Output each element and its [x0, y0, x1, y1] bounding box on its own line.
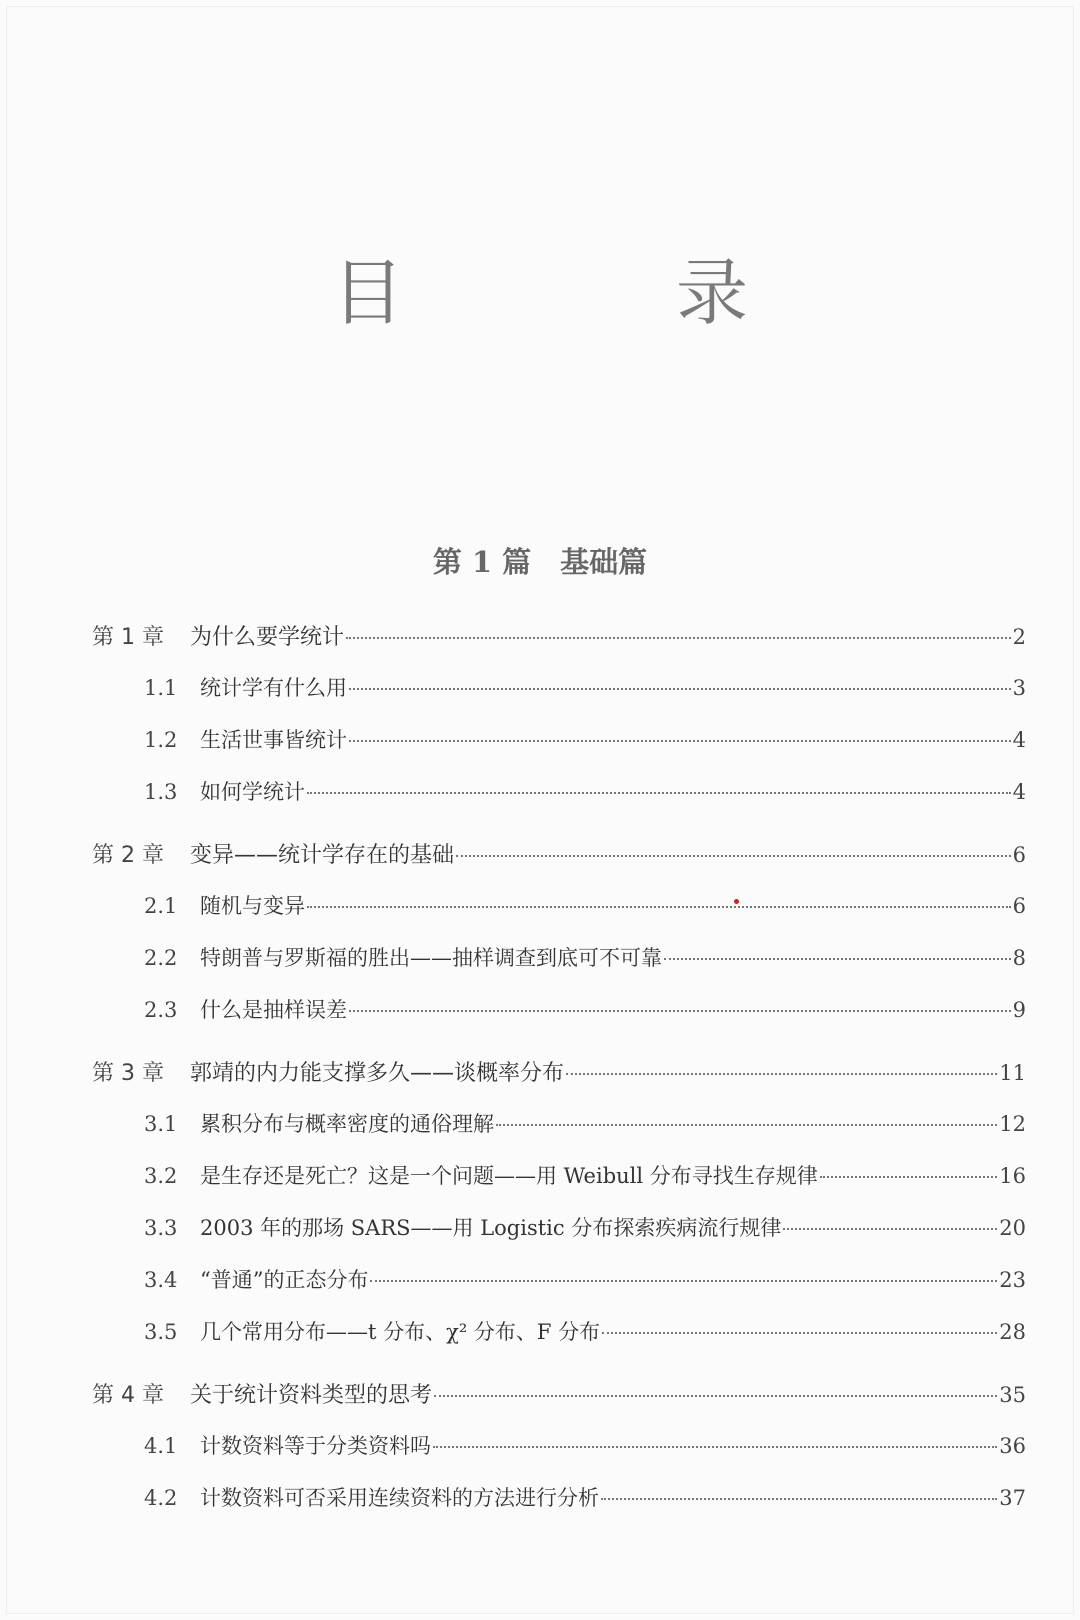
toc-section-3-4[interactable]: [92, 1264, 1026, 1316]
section-title: 2003 年的那场 SARS——用 Logistic 分布探索疾病流行规律: [200, 1216, 782, 1240]
toc-section-4-2[interactable]: [92, 1482, 1026, 1534]
dot-leader: [602, 1332, 997, 1334]
dot-leader: [307, 906, 1011, 908]
section-number: 3.4: [144, 1268, 178, 1292]
toc-section-3-3[interactable]: [92, 1212, 1026, 1264]
section-number: 1.1: [144, 676, 178, 700]
table-of-contents: [92, 620, 1026, 1534]
section-number: 3.3: [144, 1216, 178, 1240]
toc-section-1-2[interactable]: [92, 724, 1026, 776]
chapter-title: 为什么要学统计: [190, 625, 345, 650]
dot-leader: [664, 958, 1011, 960]
section-title: 计数资料可否采用连续资料的方法进行分析: [200, 1486, 599, 1510]
section-number: 3.5: [144, 1320, 178, 1344]
section-number: 2.1: [144, 894, 178, 918]
toc-section-3-5[interactable]: [92, 1316, 1026, 1368]
section-title: 什么是抽样误差: [200, 998, 347, 1022]
page-number: 35: [999, 1383, 1026, 1407]
dot-leader: [601, 1498, 997, 1500]
page-number: 4: [1012, 780, 1026, 804]
part-title: 第 1 篇 基础篇: [432, 545, 648, 579]
dot-leader: [349, 688, 1011, 690]
page-number: 6: [1012, 843, 1026, 867]
ink-mark: [734, 899, 739, 904]
section-title: 计数资料等于分类资料吗: [200, 1434, 431, 1458]
page-number: 36: [999, 1434, 1026, 1458]
page-number: 20: [999, 1216, 1026, 1240]
dot-leader: [496, 1124, 997, 1126]
section-title: 累积分布与概率密度的通俗理解: [200, 1112, 494, 1136]
section-title: 几个常用分布——t 分布、χ² 分布、F 分布: [200, 1320, 601, 1344]
section-number: 1.2: [144, 728, 178, 752]
toc-chapter-3[interactable]: [92, 1056, 1026, 1108]
dot-leader: [566, 1073, 997, 1075]
page-number: 37: [999, 1486, 1026, 1510]
section-title: “普通”的正态分布: [200, 1268, 369, 1292]
chapter-number: 第 2 章: [92, 843, 164, 868]
section-number: 2.3: [144, 998, 178, 1022]
dot-leader: [370, 1280, 997, 1282]
dot-leader: [434, 1395, 997, 1397]
dot-leader: [349, 1010, 1011, 1012]
section-number: 2.2: [144, 946, 178, 970]
section-title: 生活世事皆统计: [200, 728, 347, 752]
dot-leader: [820, 1176, 998, 1178]
dot-leader: [456, 855, 1011, 857]
section-title: 如何学统计: [200, 780, 305, 804]
toc-chapter-4[interactable]: [92, 1378, 1026, 1430]
toc-section-2-2[interactable]: [92, 942, 1026, 994]
toc-section-1-3[interactable]: [92, 776, 1026, 828]
section-number: 4.2: [144, 1486, 178, 1510]
chapter-title: 郭靖的内力能支撑多久——谈概率分布: [190, 1061, 565, 1086]
page-number: 2: [1012, 625, 1026, 649]
section-number: 3.1: [144, 1112, 178, 1136]
section-title: 特朗普与罗斯福的胜出——抽样调查到底可不可靠: [200, 946, 662, 970]
toc-section-1-1[interactable]: [92, 672, 1026, 724]
chapter-number: 第 4 章: [92, 1383, 164, 1408]
toc-chapter-1[interactable]: [92, 620, 1026, 672]
toc-section-2-3[interactable]: [92, 994, 1026, 1046]
chapter-number: 第 1 章: [92, 625, 164, 650]
dot-leader: [349, 740, 1011, 742]
toc-section-4-1[interactable]: [92, 1430, 1026, 1482]
dot-leader: [783, 1228, 997, 1230]
page-number: 28: [999, 1320, 1026, 1344]
toc-section-3-2[interactable]: [92, 1160, 1026, 1212]
page-number: 11: [999, 1061, 1026, 1085]
page-number: 23: [999, 1268, 1026, 1292]
section-number: 4.1: [144, 1434, 178, 1458]
section-title: 统计学有什么用: [200, 676, 347, 700]
page-title: 目 录: [331, 251, 848, 335]
section-number: 1.3: [144, 780, 178, 804]
dot-leader: [346, 637, 1011, 639]
page-number: 4: [1012, 728, 1026, 752]
section-title: 随机与变异: [200, 894, 305, 918]
toc-section-3-1[interactable]: [92, 1108, 1026, 1160]
page-number: 16: [999, 1164, 1026, 1188]
page-number: 6: [1012, 894, 1026, 918]
page-number: 9: [1012, 998, 1026, 1022]
section-title: 是生存还是死亡？这是一个问题——用 Weibull 分布寻找生存规律: [200, 1164, 818, 1188]
dot-leader: [433, 1446, 997, 1448]
page-number: 3: [1012, 676, 1026, 700]
page-number: 8: [1012, 946, 1026, 970]
page-number: 12: [999, 1112, 1026, 1136]
toc-section-2-1[interactable]: [92, 890, 1026, 942]
chapter-title: 关于统计资料类型的思考: [190, 1383, 433, 1408]
chapter-number: 第 3 章: [92, 1061, 164, 1086]
dot-leader: [307, 792, 1011, 794]
toc-chapter-2[interactable]: [92, 838, 1026, 890]
chapter-title: 变异——统计学存在的基础: [190, 843, 455, 868]
section-number: 3.2: [144, 1164, 178, 1188]
